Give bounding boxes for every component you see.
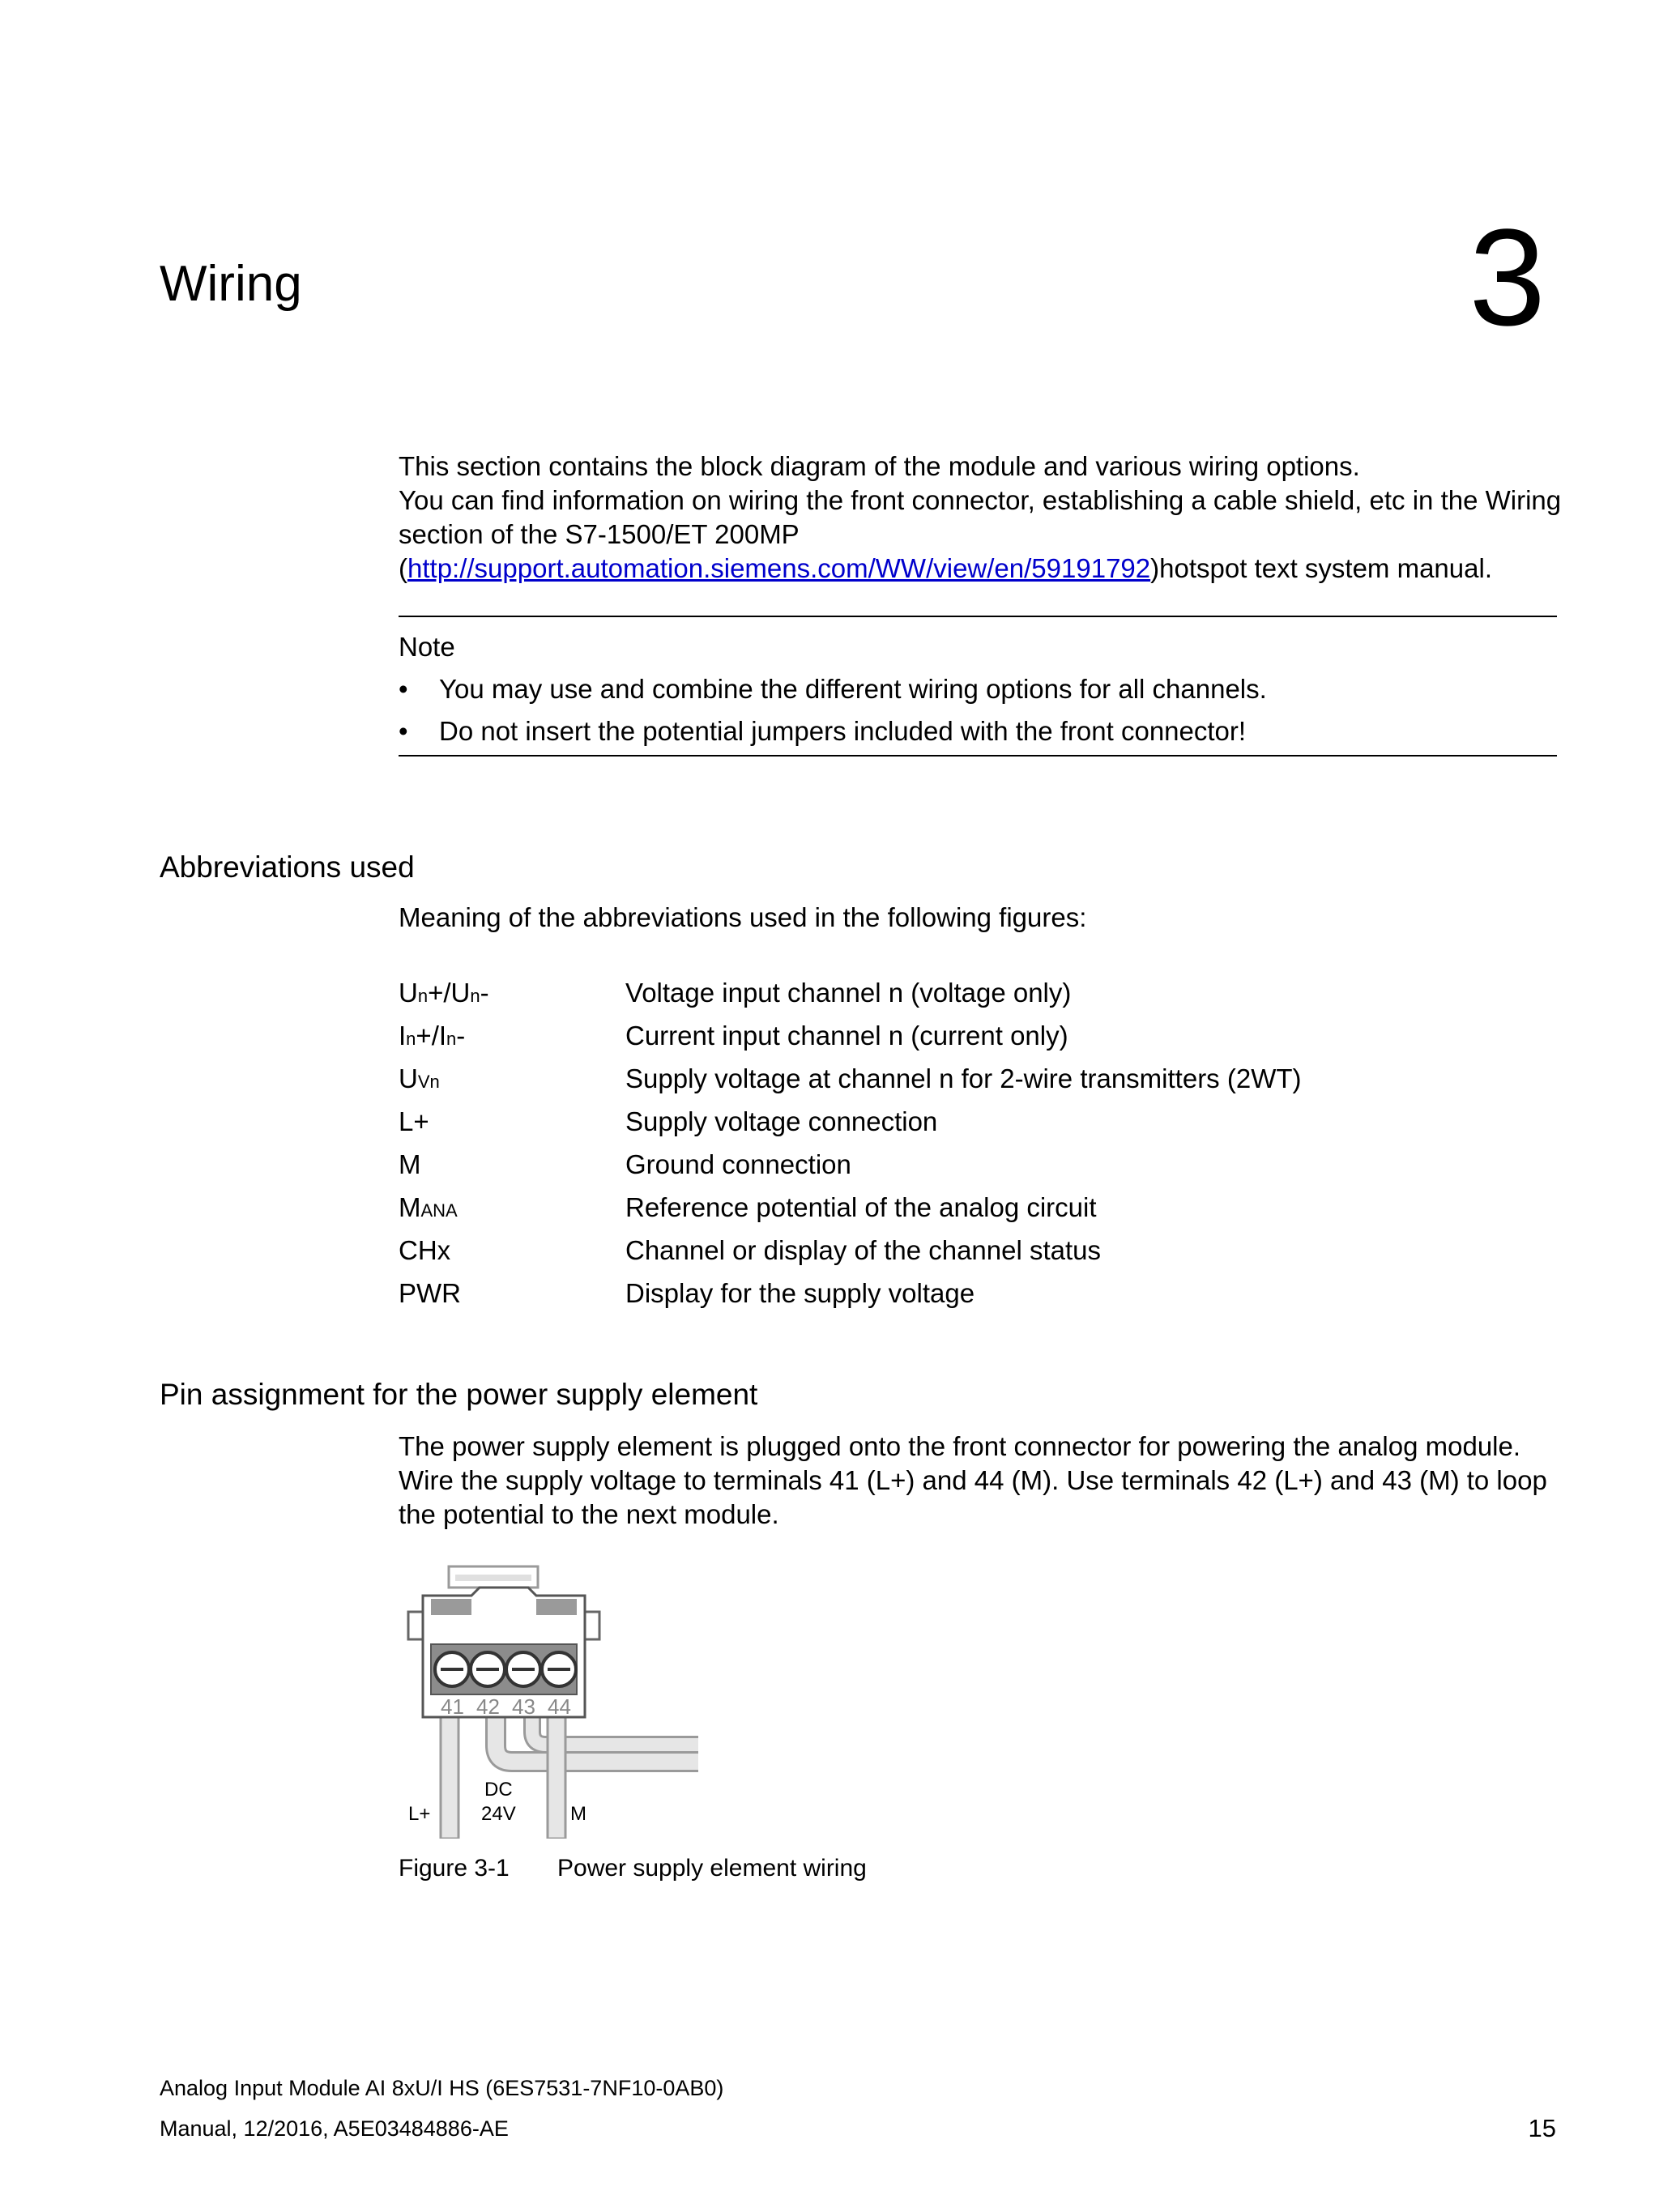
chapter-number: 3 xyxy=(1469,201,1546,355)
abbr-meaning: Voltage input channel n (voltage only) xyxy=(625,978,1072,1008)
abbr-meaning: Channel or display of the channel status xyxy=(625,1235,1102,1265)
note-title: Note xyxy=(399,632,455,662)
table-row xyxy=(399,1148,1557,1191)
figure-caption-text: Power supply element wiring xyxy=(557,1855,867,1882)
table-row xyxy=(399,1191,1557,1234)
abbr-key-part: I xyxy=(399,1021,407,1051)
footer-product: Analog Input Module AI 8xU/I HS (6ES7531-7NF10-0AB0) xyxy=(160,2076,724,2100)
abbr-key-sub: n xyxy=(446,1029,457,1049)
supply-cable-m xyxy=(548,1717,565,1839)
abbr-meaning: Supply voltage at channel n for 2-wire transmitters (2WT) xyxy=(625,1063,1302,1093)
abbreviations-heading: Abbreviations used xyxy=(160,850,415,884)
manual-link[interactable]: http://support.automation.siemens.com/WW/view/en/59191792 xyxy=(407,553,1151,583)
note-box xyxy=(399,616,1557,757)
footer-manual: Manual, 12/2016, A5E03484886-AE xyxy=(160,2116,509,2141)
intro-line-1: This section contains the block diagram of the module and various wiring options. xyxy=(399,451,1360,481)
chapter-title: Wiring xyxy=(160,256,302,312)
abbr-key-sub: ANA xyxy=(420,1200,458,1221)
abbr-key: PWR xyxy=(399,1278,461,1308)
abbr-key: CHx xyxy=(399,1235,451,1265)
abbr-key: M xyxy=(399,1149,421,1179)
figure-caption xyxy=(399,1855,867,1882)
supply-cable-lplus xyxy=(441,1717,458,1839)
terminal-label-44: 44 xyxy=(548,1694,571,1719)
label-dc: DC xyxy=(484,1779,513,1801)
table-row xyxy=(399,1276,1557,1319)
power-supply-figure xyxy=(399,1563,723,1839)
abbreviations-intro: Meaning of the abbreviations used in the following figures: xyxy=(399,902,1087,932)
abbr-key-part: U xyxy=(399,1063,418,1093)
page-number: 15 xyxy=(1528,2114,1556,2142)
abbr-meaning: Ground connection xyxy=(625,1149,851,1179)
abbr-key xyxy=(399,1062,625,1105)
abbr-key: L+ xyxy=(399,1106,429,1136)
note-item: • You may use and combine the different wiring options for all channels. xyxy=(399,672,1267,714)
abbr-key-part: +/U xyxy=(428,978,471,1008)
abbr-key-sub: n xyxy=(406,1029,416,1049)
abbr-key xyxy=(399,1191,625,1234)
abbr-key-part: M xyxy=(399,1192,421,1222)
abbr-meaning: Display for the supply voltage xyxy=(625,1278,975,1308)
table-row xyxy=(399,1234,1557,1276)
terminal-label-42: 42 xyxy=(476,1694,500,1719)
connector-top-right-block xyxy=(536,1599,577,1615)
label-m: M xyxy=(570,1803,586,1825)
abbr-key-sub: n xyxy=(470,986,480,1006)
intro-paragraph xyxy=(399,450,1565,586)
table-row xyxy=(399,976,1557,1019)
abbr-key-part: - xyxy=(480,978,489,1008)
connector-top-left-block xyxy=(431,1599,471,1615)
terminal-label-41: 41 xyxy=(441,1694,464,1719)
label-lplus: L+ xyxy=(408,1803,431,1825)
abbreviations-table xyxy=(399,976,1557,1319)
table-row xyxy=(399,1062,1557,1105)
note-list xyxy=(399,672,1267,757)
abbr-key xyxy=(399,976,625,1019)
intro-line-2 xyxy=(399,484,1565,586)
abbr-meaning: Supply voltage connection xyxy=(625,1106,938,1136)
link-open: ( xyxy=(399,553,407,583)
abbr-key-part: U xyxy=(399,978,418,1008)
abbr-meaning: Reference potential of the analog circuit xyxy=(625,1192,1097,1222)
abbr-key-sub: n xyxy=(417,986,429,1006)
connector-handle-grip xyxy=(455,1575,531,1581)
terminal-label-43: 43 xyxy=(512,1694,535,1719)
intro-line-2-text: You can find information on wiring the front connector, establishing a cable shield, etc in the Wiring section of the S7-1500/ET 200MP xyxy=(399,485,1562,549)
abbr-key xyxy=(399,1019,625,1062)
link-close: )hotspot text system manual. xyxy=(1150,553,1492,583)
abbr-key-part: - xyxy=(456,1021,466,1051)
abbr-key-part: +/I xyxy=(416,1021,447,1051)
abbr-key-sub: Vn xyxy=(417,1072,440,1092)
abbr-meaning: Current input channel n (current only) xyxy=(625,1021,1068,1051)
table-row xyxy=(399,1019,1557,1062)
table-row xyxy=(399,1105,1557,1148)
pin-assignment-text: The power supply element is plugged onto the front connector for powering the analog module. Wire the supply voltage to terminals 41 (L+) and 44 (M). Use terminals 42 (L+) and 43 (M) to loop the potential to the next module. xyxy=(399,1431,1547,1529)
figure-number: Figure 3-1 xyxy=(399,1855,510,1882)
pin-assignment-heading: Pin assignment for the power supply element xyxy=(160,1378,758,1411)
label-24v: 24V xyxy=(481,1803,516,1825)
power-supply-element-drawing xyxy=(399,1563,723,1839)
note-item: • Do not insert the potential jumpers included with the front connector! xyxy=(399,714,1267,757)
